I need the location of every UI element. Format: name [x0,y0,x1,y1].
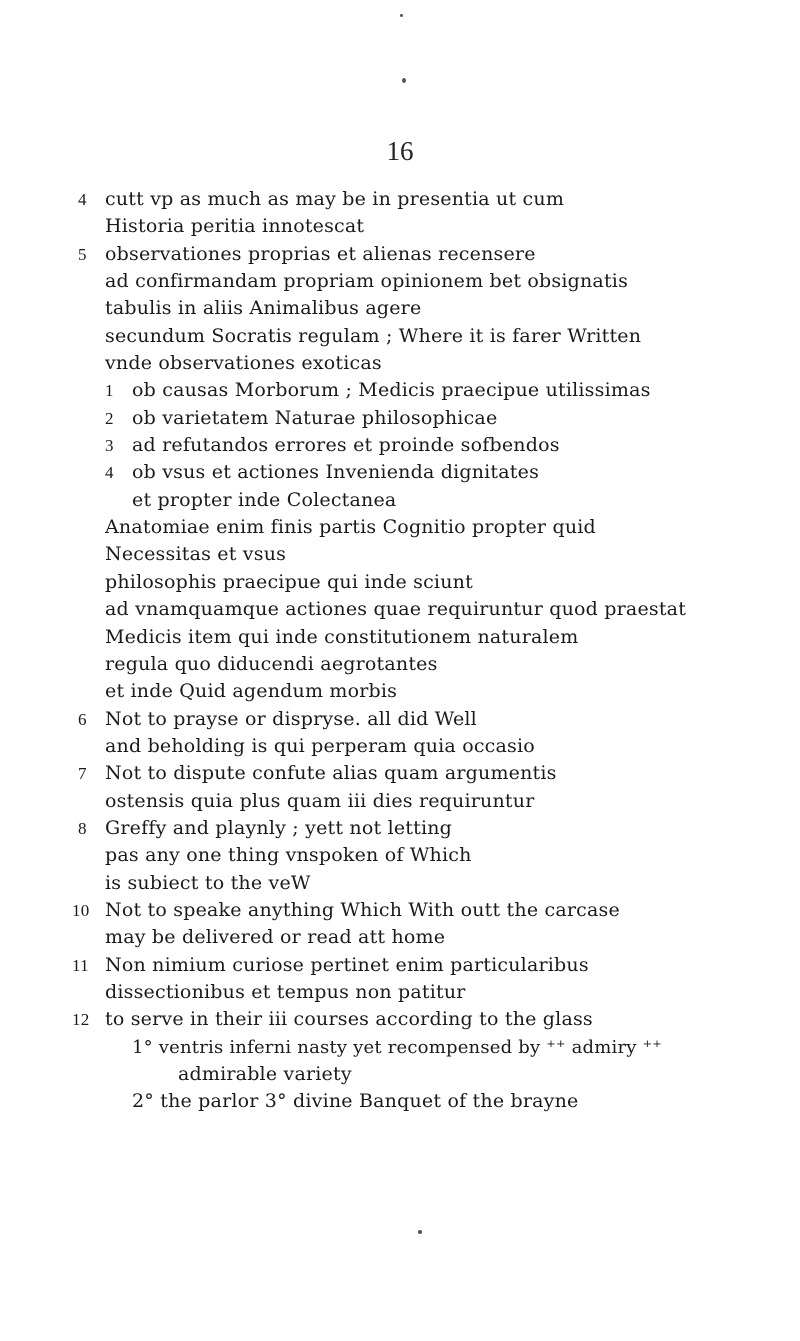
text-line [78,323,778,350]
line-text: pas any one thing vnspoken of Which [105,844,472,867]
line-text: Anatomiae enim finis partis Cognitio propter quid [105,516,596,539]
ink-spot-top [400,14,403,17]
line-text: ad vnamquamque actiones quae requiruntur quod praestat [105,598,687,621]
line-text: Medicis item qui inde constitutionem naturalem [105,625,579,648]
item-number: 3 [105,436,114,456]
text-line [72,897,778,924]
line-text: vnde observationes exoticas [105,352,382,375]
text-line [72,952,778,979]
text-line [78,706,778,733]
text-line [78,733,778,760]
text-line [78,377,778,404]
item-number: 2 [105,408,114,428]
text-line [72,1006,778,1033]
text-line [78,651,778,678]
text-line [78,268,778,295]
line-text: 1° ventris inferni nasty yet recompensed by ⁺⁺ admiry ⁺⁺ [132,1036,663,1058]
line-text: 2° the parlor 3° divine Banquet of the brayne [132,1090,579,1113]
line-text: dissectionibus et tempus non patitur [105,980,466,1003]
item-number: 4 [105,463,114,483]
line-text: ob causas Morborum ; Medicis praecipue utilissimas [132,379,651,402]
line-text: Not to speake anything Which With outt the carcase [105,898,620,921]
line-text: Greffy and playnly ; yett not letting [105,816,453,839]
item-number: 1 [105,381,114,401]
ink-spot-mid [402,78,406,83]
line-text: Necessitas et vsus [105,543,287,566]
text-line [78,979,778,1006]
text-line [78,295,778,322]
text-line [78,432,778,459]
line-text: ad refutandos errores et proinde sofbendos [132,434,560,457]
text-line [78,350,778,377]
line-text: to serve in their iii courses according to the glass [105,1008,593,1031]
item-number: 12 [72,1010,90,1030]
line-text: secundum Socratis regulam ; Where it is farer Written [105,324,642,347]
line-text: tabulis in aliis Animalibus agere [105,297,422,320]
line-text: ad confirmandam propriam opinionem bet obsignatis [105,270,629,293]
item-number: 11 [72,955,89,975]
text-line [78,1088,778,1115]
text-line [78,624,778,651]
line-text: is subiect to the veW [105,871,311,894]
text-line [78,541,778,568]
text-line [78,569,778,596]
line-text: Non nimium curiose pertinet enim particularibus [105,953,589,976]
item-number: 6 [78,709,87,729]
text-line [78,842,778,869]
line-text: Historia peritia innotescat [105,215,365,238]
line-text: et inde Quid agendum morbis [105,680,398,703]
text-line [78,815,778,842]
text-line [78,186,778,213]
line-text: regula quo diducendi aegrotantes [105,652,438,675]
line-text: philosophis praecipue qui inde sciunt [105,570,473,593]
line-text: Not to dispute confute alias quam argumentis [105,762,557,785]
text-line [78,678,778,705]
page-number: 16 [386,136,414,166]
text-line [78,459,778,486]
text-line [78,596,778,623]
text-line [78,241,778,268]
text-line [78,405,778,432]
line-text: and beholding is qui perperam quia occasio [105,734,535,757]
line-text: ob vsus et actiones Invenienda dignitates [132,461,540,484]
line-text: et propter inde Colectanea [132,488,397,511]
text-line [78,1061,778,1088]
line-text: cutt vp as much as may be in presentia ut cum [105,188,565,210]
text-line [78,924,778,951]
ink-spot-bottom [418,1230,422,1234]
text-line [78,213,778,240]
item-number: 5 [78,244,87,264]
line-text: observationes proprias et alienas recensere [105,242,536,265]
item-number: 8 [78,818,87,838]
line-text: ob varietatem Naturae philosophicae [132,406,498,429]
text-line [78,514,778,541]
item-number: 10 [72,900,90,920]
text-line [78,870,778,897]
text-line [78,788,778,815]
line-text: admirable variety [178,1063,352,1085]
item-number: 4 [78,190,87,209]
line-text: ostensis quia plus quam iii dies requiruntur [105,789,535,812]
text-line [78,760,778,787]
manuscript-text [72,186,778,1116]
text-line [78,487,778,514]
item-number: 7 [78,764,87,784]
line-text: may be delivered or read att home [105,926,446,949]
line-text: Not to prayse or dispryse. all did Well [105,707,477,730]
text-line [78,1034,778,1061]
